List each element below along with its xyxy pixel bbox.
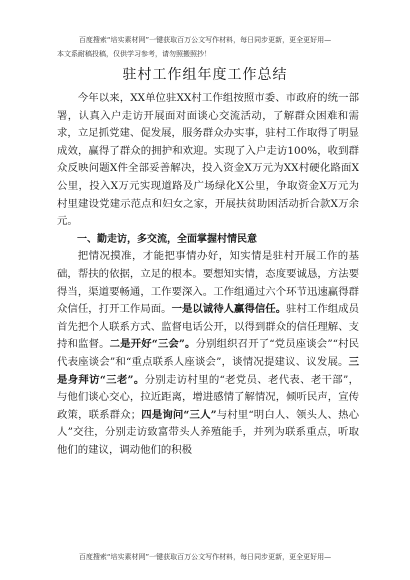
document-title: 驻村工作组年度工作总结	[122, 67, 288, 83]
footer-banner: 百度搜索“培实素材网”一键获取百万公文写作材料，每日同步更新，更全更好用—	[78, 553, 332, 561]
bold-point-4: 四是询问“三人”	[141, 408, 217, 421]
header-banner: 百度搜索“培实素材网”一键获取百万公文写作材料，每日同步更新，更全更好用—	[78, 36, 332, 44]
bold-point-3: 三是身拜访“三老”。	[57, 355, 359, 386]
document-body	[57, 90, 359, 459]
intro-paragraph: 今年以来，XX单位驻XX村工作组按照市委、市政府的统一部署，认真入户走访开展面对面谈心交流活动，了解群众困难和需求，立足抓党建、促发展，服务群众办实事，驻村工作取得了明显成效，赢得了群众的拥护和欢迎。实现了入户走访100%，收到群众反映问题X件全部妥善解决，投入资金X万元为XX村硬化路面X公里，投入X万元实现道路及广场绿化X公里，争取资金X万元为村里建设党建示范点和妇女之家，开展扶贫助困活动折合款X万余元。	[57, 92, 359, 228]
paragraph-text: 分别组织召开了“党员座谈会”“村民代表座谈会”和“重点联系人座谈会”，谈情况提建议、议发展。	[57, 338, 360, 368]
section-heading: 一、勤走访，多交流，全面掌握村情民意	[77, 233, 257, 245]
paragraph-text: 驻村工作组成员首先把个人联系方式、监督电话公开，以得到群众的信任理解、支持和监督。	[57, 303, 360, 351]
paragraph-text: 与村里“明白人、领头人、热心人”交往，分别走访致富带头人养殖能手，并列为联系重点，听取他们的建议，调动他们的积极	[57, 408, 360, 456]
paragraph-text: 分别走访村里的“老党员、老代表、老干部”，与他们谈心交心，拉近距离，增进感情了解情况，倾听民声，宣传政策，联系群众；	[57, 373, 359, 421]
paragraph-text: 把情况摸准，才能把事情办好，知实情是驻村开展工作的基础，帮扶的依据，立足的根本。要想知实情，态度要诚恳，方法要得当，渠道要畅通，工作要深入。工作组通过六个环节迅速赢得群众信任，打开工作局面。	[57, 250, 359, 316]
header-note: 本文系耐稿投稿，仅供学习参考，请勿照搬照抄！	[57, 50, 211, 58]
bold-point-2: 二是开好“三会”。	[109, 338, 196, 351]
section-paragraph	[57, 248, 359, 459]
bold-point-1: 一是以诚待人赢得信任。	[171, 303, 287, 316]
